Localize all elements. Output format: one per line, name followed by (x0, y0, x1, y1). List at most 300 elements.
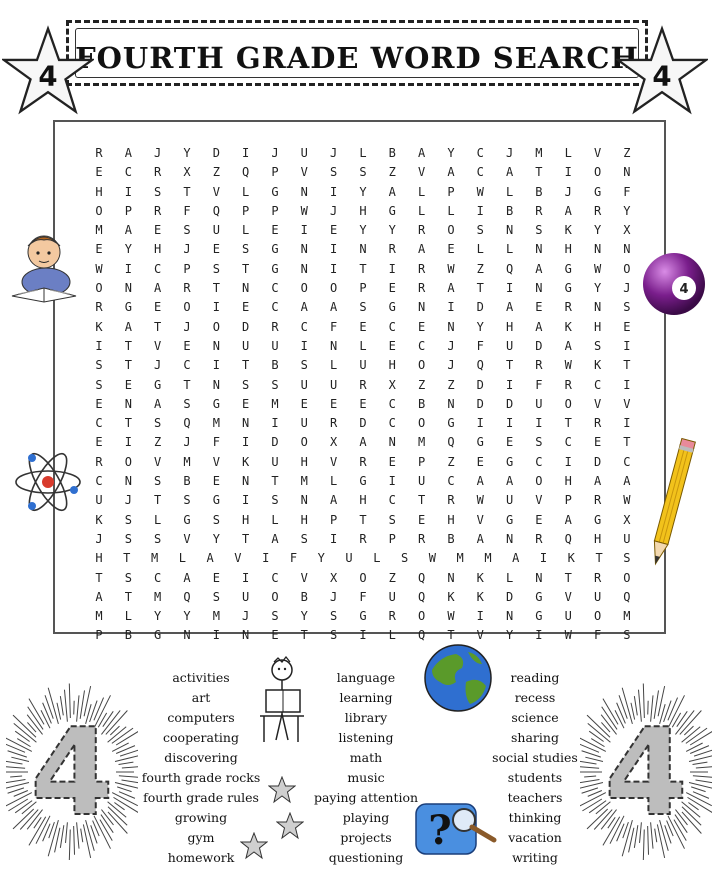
grid-letter: V (212, 454, 220, 469)
grid-letter: L (242, 223, 250, 238)
grid-letter: N (242, 281, 250, 296)
grid-letter: A (564, 203, 572, 218)
grid-letter: S (183, 396, 191, 411)
word-list-column-2 (310, 668, 422, 868)
grid-letter: G (593, 184, 602, 199)
grid-letter: T (447, 628, 455, 643)
grid-letter: N (505, 609, 514, 624)
word-list-item: growing (174, 810, 228, 825)
grid-letter: T (564, 570, 572, 585)
grid-letter: Z (154, 435, 162, 450)
grid-letter: L (330, 358, 338, 373)
grid-letter: O (330, 281, 338, 296)
grid-letter: L (359, 338, 367, 353)
grid-letter: V (593, 146, 602, 160)
grid-letter: V (183, 531, 191, 546)
grid-letter: Z (388, 165, 396, 180)
grid-letter: H (359, 203, 367, 218)
grid-letter: J (95, 531, 103, 546)
grid-letter: R (535, 203, 543, 218)
grid-letter: G (476, 435, 484, 450)
word-list-item: cooperating (163, 730, 239, 745)
grid-letter: D (359, 416, 367, 431)
grid-letter: Q (476, 358, 484, 373)
grid-letter: Z (476, 261, 484, 276)
grid-letter: I (476, 203, 484, 218)
grid-letter: B (447, 531, 455, 546)
grid-letter: L (476, 242, 484, 257)
grid-letter: E (124, 377, 132, 392)
grid-letter: T (242, 531, 250, 546)
grid-letter: M (212, 609, 220, 624)
grid-letter: U (505, 338, 514, 353)
grid-letter: I (623, 338, 631, 353)
grid-letter: C (623, 454, 631, 469)
grid-letter: H (593, 531, 602, 546)
grid-row (89, 221, 637, 240)
grid-letter: T (476, 281, 484, 296)
grid-letter: S (359, 165, 367, 180)
star-icon (268, 776, 296, 804)
grid-letter: N (183, 628, 191, 643)
grid-letter: T (535, 165, 543, 180)
billiard-ball-icon (640, 250, 708, 318)
grid-letter: I (623, 416, 631, 431)
grid-row (89, 356, 637, 375)
grid-letter: D (505, 396, 514, 411)
grid-letter: C (271, 300, 279, 315)
grid-letter: A (154, 396, 162, 411)
grid-letter: F (476, 338, 484, 353)
grid-letter: S (124, 531, 132, 546)
grid-letter: T (359, 512, 367, 527)
grid-letter: T (359, 261, 367, 276)
word-list-item: learning (339, 690, 393, 705)
grid-letter: N (359, 242, 367, 257)
grid-letter: V (212, 184, 220, 199)
grid-letter: V (535, 493, 543, 508)
grid-letter: C (300, 319, 308, 334)
grid-letter: J (124, 493, 132, 508)
grid-letter: C (183, 358, 191, 373)
grid-letter: V (154, 454, 162, 469)
grid-letter: B (271, 358, 279, 373)
grid-letter: E (154, 300, 162, 315)
grid-letter: P (124, 203, 132, 218)
grid-letter: Z (447, 377, 455, 392)
grid-letter: E (417, 512, 426, 527)
grid-letter: U (300, 146, 308, 160)
grid-letter: I (300, 223, 308, 238)
grid-letter: F (535, 377, 543, 392)
grid-letter: Y (593, 281, 602, 296)
grid-letter: D (476, 396, 484, 411)
grid-letter: J (271, 146, 279, 160)
grid-letter: K (95, 319, 103, 334)
word-list-item: playing (342, 810, 390, 825)
grid-letter: N (447, 396, 455, 411)
grid-letter: C (388, 416, 396, 431)
word-list-item: social studies (492, 750, 578, 765)
grid-letter: S (154, 184, 162, 199)
grid-letter: U (212, 223, 220, 238)
grid-letter: R (271, 319, 279, 334)
grid-letter: W (428, 551, 436, 566)
grid-letter: Q (242, 165, 250, 180)
grid-letter: I (262, 551, 270, 566)
grid-letter: I (535, 416, 543, 431)
grid-letter: W (447, 261, 455, 276)
grid-letter: I (300, 338, 308, 353)
grid-letter: U (242, 338, 250, 353)
grid-letter: T (623, 358, 631, 373)
grid-letter: I (539, 551, 548, 566)
grid-letter: V (417, 165, 426, 180)
grid-letter: M (212, 416, 220, 431)
grid-letter: C (388, 493, 396, 508)
grid-row (89, 298, 637, 317)
grid-letter: O (623, 570, 631, 585)
grid-letter: D (535, 338, 543, 353)
grid-letter: O (212, 319, 220, 334)
word-list-column-3 (490, 668, 580, 868)
grid-row (89, 183, 637, 202)
grid-letter: T (183, 184, 191, 199)
grid-letter: R (593, 203, 602, 218)
grid-letter: G (564, 261, 572, 276)
grid-letter: U (242, 589, 250, 604)
grid-letter: A (447, 165, 455, 180)
grid-letter: D (271, 435, 279, 450)
grid-letter: Y (593, 223, 602, 238)
grid-letter: E (242, 300, 250, 315)
grid-letter: K (567, 551, 575, 566)
grid-letter: E (447, 242, 455, 257)
grid-letter: S (271, 377, 279, 392)
grid-letter: O (300, 435, 308, 450)
star-icon (276, 812, 304, 840)
grid-letter: A (505, 474, 514, 489)
grid-letter: E (95, 242, 103, 257)
grid-letter: J (330, 589, 338, 604)
grid-row (89, 626, 637, 645)
grid-letter: T (595, 551, 603, 566)
grid-row (89, 163, 637, 182)
grid-letter: S (212, 512, 220, 527)
grid-letter: A (447, 281, 455, 296)
grid-letter: S (330, 609, 338, 624)
grid-letter: O (183, 300, 191, 315)
grid-letter: T (124, 589, 132, 604)
grid-letter: A (505, 300, 514, 315)
word-list-item: math (349, 750, 383, 765)
svg-text:?: ? (428, 807, 452, 854)
grid-row (89, 279, 637, 298)
grid-letter: G (535, 609, 543, 624)
grid-letter: E (300, 396, 308, 411)
word-list-item: paying attention (313, 790, 419, 805)
grid-letter: P (271, 165, 279, 180)
grid-row (89, 433, 637, 452)
grid-letter: X (330, 570, 338, 585)
grid-letter: Y (183, 609, 191, 624)
grid-letter: T (417, 493, 426, 508)
grid-letter: G (505, 512, 514, 527)
grid-letter: O (271, 589, 279, 604)
grid-letter: L (271, 512, 279, 527)
grid-letter: Y (505, 628, 514, 643)
word-list-item: recess (514, 690, 556, 705)
grid-letter: Q (417, 570, 426, 585)
grid-letter: X (330, 435, 338, 450)
grid-letter: O (593, 165, 602, 180)
grid-letter: R (388, 242, 396, 257)
grid-letter: D (212, 146, 220, 160)
grid-letter: I (330, 531, 338, 546)
grid-letter: A (271, 531, 279, 546)
grid-letter: F (623, 184, 631, 199)
grid-letter: A (330, 493, 338, 508)
grid-letter: R (417, 223, 426, 238)
grid-letter: G (593, 512, 602, 527)
grid-letter: N (447, 570, 455, 585)
grid-letter: J (447, 358, 455, 373)
grid-letter: G (535, 589, 543, 604)
grid-letter: N (623, 242, 631, 257)
grid-letter: G (212, 493, 220, 508)
word-list-item: art (191, 690, 211, 705)
grid-letter: Q (212, 203, 220, 218)
grid-letter: O (417, 416, 426, 431)
grid-letter: I (212, 628, 220, 643)
grid-letter: I (447, 300, 455, 315)
grid-letter: U (330, 377, 338, 392)
grid-letter: A (417, 242, 426, 257)
grid-letter: O (95, 281, 103, 296)
grid-letter: G (564, 281, 572, 296)
grid-letter: W (593, 261, 602, 276)
grid-letter: I (124, 435, 132, 450)
grid-letter: B (417, 396, 426, 411)
grid-letter: P (359, 281, 367, 296)
grid-letter: X (183, 165, 191, 180)
grid-letter: A (535, 319, 543, 334)
grid-letter: Q (623, 589, 631, 604)
grid-letter: A (183, 570, 191, 585)
grid-letter: C (593, 377, 602, 392)
grid-letter: T (123, 551, 131, 566)
grid-letter: J (447, 338, 455, 353)
grid-letter: Y (359, 184, 367, 199)
grid-letter: M (95, 609, 103, 624)
grid-letter: T (623, 435, 631, 450)
grid-row (89, 472, 637, 491)
grid-letter: I (242, 435, 250, 450)
grid-letter: S (535, 435, 543, 450)
grid-letter: P (183, 261, 191, 276)
grid-letter: N (447, 319, 455, 334)
grid-letter: J (330, 203, 338, 218)
grid-letter: V (564, 589, 572, 604)
grid-row (89, 240, 637, 259)
grid-letter: S (476, 223, 484, 238)
grid-letter: S (623, 628, 631, 643)
grid-letter: O (593, 609, 602, 624)
grid-letter: C (388, 396, 396, 411)
grid-letter: S (300, 531, 308, 546)
grid-letter: J (183, 435, 191, 450)
grid-letter: L (505, 570, 514, 585)
grid-letter: E (330, 223, 338, 238)
word-list-item: listening (338, 730, 394, 745)
grid-letter: Z (388, 570, 396, 585)
grid-letter: S (212, 589, 220, 604)
word-list-item: projects (340, 830, 392, 845)
grid-letter: G (154, 377, 162, 392)
grid-letter: I (95, 338, 103, 353)
word-list-item: fourth grade rocks (141, 770, 261, 785)
grid-letter: A (623, 474, 631, 489)
grid-letter: Q (564, 531, 572, 546)
grid-letter: N (535, 281, 543, 296)
grid-letter: V (476, 512, 484, 527)
grid-letter: C (154, 261, 162, 276)
grid-row (89, 395, 637, 414)
grid-row (89, 569, 637, 588)
grid-letter: T (242, 358, 250, 373)
grid-letter: E (95, 396, 103, 411)
grid-letter: A (359, 435, 367, 450)
grid-letter: J (505, 146, 514, 160)
grid-letter: P (564, 493, 572, 508)
grid-letter: T (183, 377, 191, 392)
grid-letter: C (95, 416, 103, 431)
grid-letter: D (476, 377, 484, 392)
grid-row (89, 144, 637, 163)
grid-letter: B (124, 628, 132, 643)
word-search-puzzle (53, 120, 666, 643)
grid-letter: Q (183, 589, 191, 604)
grid-row (89, 318, 637, 337)
grid-letter: R (359, 531, 367, 546)
grid-letter: T (212, 281, 220, 296)
grid-letter: G (447, 416, 455, 431)
grid-letter: U (300, 377, 308, 392)
grid-letter: A (417, 146, 426, 160)
grid-letter: E (593, 435, 602, 450)
grid-letter: J (242, 609, 250, 624)
grid-letter: E (212, 474, 220, 489)
starburst-4-icon (580, 680, 712, 860)
grid-letter: S (359, 300, 367, 315)
grid-letter: N (124, 396, 132, 411)
grid-letter: W (476, 493, 484, 508)
grid-letter: I (271, 416, 279, 431)
grid-letter: I (242, 146, 250, 160)
title-banner (66, 20, 648, 86)
grid-letter: N (300, 242, 308, 257)
star-icon (2, 25, 94, 117)
grid-letter: M (95, 223, 103, 238)
grid-letter: X (623, 512, 631, 527)
grid-letter: E (359, 396, 367, 411)
grid-letter: N (212, 338, 220, 353)
grid-row (89, 202, 637, 221)
grid-letter: T (564, 416, 572, 431)
grid-letter: C (447, 474, 455, 489)
grid-letter: R (359, 377, 367, 392)
grid-letter: S (242, 242, 250, 257)
grid-letter: H (564, 242, 572, 257)
grid-letter: B (300, 589, 308, 604)
grid-letter: A (593, 474, 602, 489)
grid-letter: L (359, 146, 367, 160)
grid-letter: J (154, 358, 162, 373)
grid-letter: J (330, 146, 338, 160)
grid-letter: B (388, 146, 396, 160)
grid-letter: L (505, 242, 514, 257)
grid-letter: V (593, 396, 602, 411)
grid-letter: D (476, 300, 484, 315)
grid-letter: O (124, 454, 132, 469)
grid-letter: E (535, 300, 543, 315)
grid-letter: I (359, 628, 367, 643)
grid-letter: A (476, 531, 484, 546)
grid-letter: S (623, 551, 631, 566)
grid-letter: C (271, 281, 279, 296)
grid-letter: C (535, 454, 543, 469)
grid-letter: N (593, 300, 602, 315)
grid-letter: S (271, 493, 279, 508)
grid-letter: D (242, 319, 250, 334)
grid-letter: U (388, 589, 396, 604)
grid-letter: L (330, 474, 338, 489)
grid-letter: F (183, 203, 191, 218)
svg-text:4: 4 (679, 282, 689, 297)
grid-letter: V (476, 628, 484, 643)
grid-letter: L (154, 512, 162, 527)
grid-letter: K (95, 512, 103, 527)
letter-grid (89, 144, 637, 646)
grid-letter: P (417, 454, 426, 469)
grid-letter: K (564, 223, 572, 238)
grid-letter: E (154, 223, 162, 238)
grid-letter: U (345, 551, 353, 566)
grid-letter: T (300, 628, 308, 643)
grid-letter: Y (359, 223, 367, 238)
grid-letter: R (417, 531, 426, 546)
grid-letter: R (593, 493, 602, 508)
grid-letter: R (535, 358, 543, 373)
grid-letter: M (417, 435, 426, 450)
grid-letter: P (242, 203, 250, 218)
grid-letter: W (95, 261, 103, 276)
grid-letter: S (154, 531, 162, 546)
grid-letter: E (212, 242, 220, 257)
grid-letter: Y (317, 551, 325, 566)
grid-letter: E (212, 570, 220, 585)
grid-letter: V (330, 454, 338, 469)
grid-letter: Z (623, 146, 631, 160)
word-list-item: gym (187, 830, 215, 845)
grid-letter: Y (476, 319, 484, 334)
grid-letter: Y (183, 146, 191, 160)
grid-letter: I (388, 261, 396, 276)
grid-row (89, 607, 637, 626)
grid-letter: A (206, 551, 214, 566)
grid-letter: R (154, 165, 162, 180)
grid-letter: Y (212, 531, 220, 546)
